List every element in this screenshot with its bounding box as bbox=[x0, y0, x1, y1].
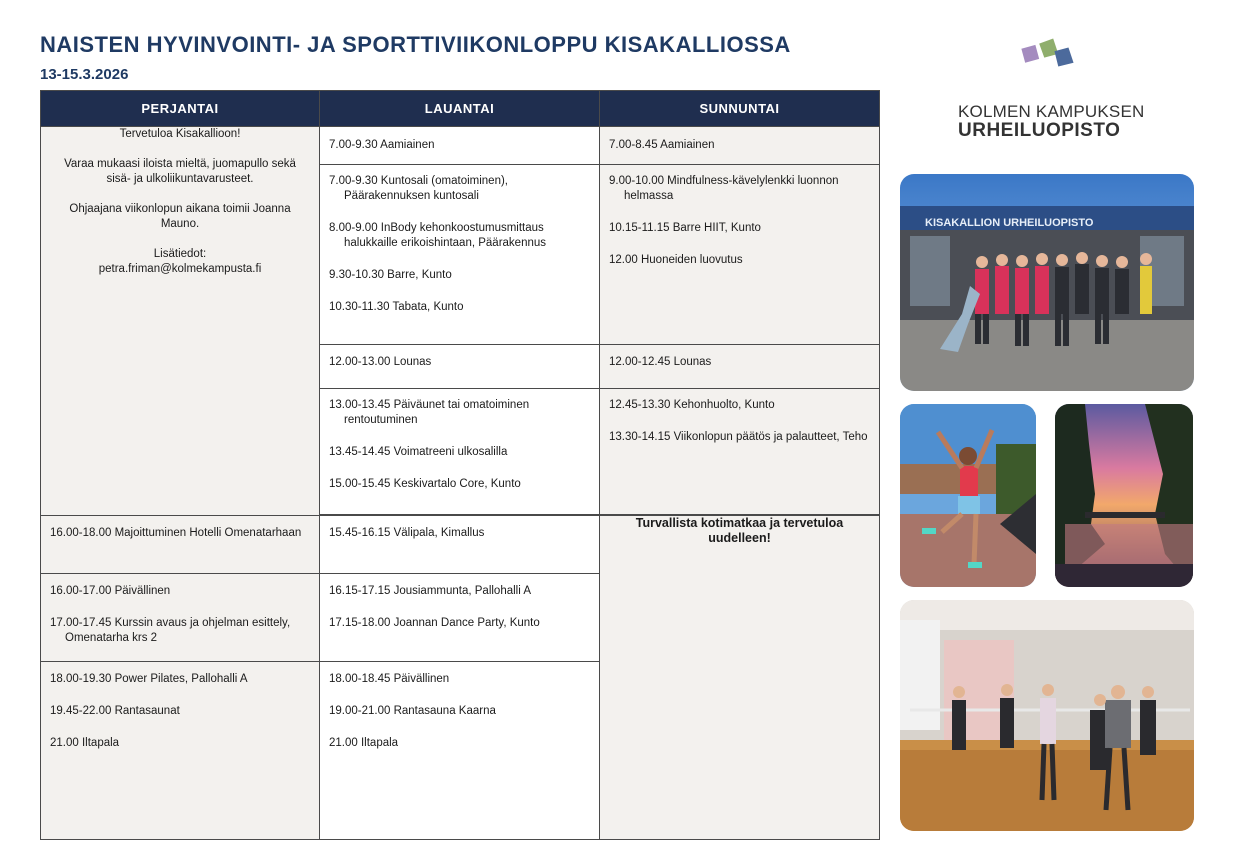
building-sign: KISAKALLION URHEILUOPISTO bbox=[925, 217, 1094, 229]
sunday-farewell-cell bbox=[600, 516, 880, 840]
schedule-entry: 19.45-22.00 Rantasaunat bbox=[50, 705, 180, 717]
friday-welcome-cell bbox=[41, 127, 320, 516]
jumping-woman-photo bbox=[900, 404, 1036, 587]
column-header-friday: PERJANTAI bbox=[41, 91, 320, 127]
sunday-morning-cell bbox=[600, 165, 880, 345]
sunday-breakfast-cell bbox=[600, 127, 880, 165]
schedule-entry: 18.00-18.45 Päivällinen bbox=[329, 673, 450, 685]
page-title: NAISTEN HYVINVOINTI- JA SPORTTIVIIKONLOPPU KISAKALLIOSSA bbox=[40, 32, 791, 57]
schedule-entry: 9.00-10.00 Mindfulness-kävelylenkki luonnon helmassa bbox=[609, 175, 839, 202]
friday-checkin-cell bbox=[41, 516, 320, 574]
schedule-entry: 17.15-18.00 Joannan Dance Party, Kunto bbox=[329, 617, 540, 629]
saturday-snack-cell bbox=[320, 516, 600, 574]
schedule-entry: 21.00 Iltapala bbox=[50, 737, 120, 749]
schedule-entry: 10.30-11.30 Tabata, Kunto bbox=[329, 301, 464, 313]
schedule-entry: 8.00-9.00 InBody kehonkoostumusmittaus halukkaille erikoishintaan, Päärakennus bbox=[329, 222, 547, 249]
schedule-entry: 15.45-16.15 Välipala, Kimallus bbox=[329, 527, 485, 539]
friday-dinner-cell bbox=[41, 574, 320, 662]
schedule-entry: 17.00-17.45 Kurssin avaus ja ohjelman esittely, Omenatarha krs 2 bbox=[50, 617, 291, 644]
schedule-entry: 18.00-19.30 Power Pilates, Pallohalli A bbox=[50, 673, 248, 685]
schedule-entry: 7.00-9.30 Kuntosali (omatoiminen), Päärakennuksen kuntosali bbox=[329, 175, 508, 202]
schedule-entry: 16.00-18.00 Majoittuminen Hotelli Omenatarhaan bbox=[50, 527, 302, 539]
schedule-entry: 16.00-17.00 Päivällinen bbox=[50, 585, 171, 597]
barre-class-photo bbox=[900, 600, 1194, 831]
event-dates: 13-15.3.2026 bbox=[40, 66, 129, 83]
group-photo bbox=[900, 174, 1194, 391]
saturday-lunch-cell bbox=[320, 345, 600, 389]
saturday-breakfast-cell bbox=[320, 127, 600, 165]
contact-label: Lisätiedot: bbox=[153, 248, 207, 260]
saturday-evening-activity-cell bbox=[320, 574, 600, 662]
schedule-entry: 12.00-13.00 Lounas bbox=[329, 356, 432, 368]
contact-info bbox=[63, 247, 297, 277]
saturday-morning-cell bbox=[320, 165, 600, 345]
schedule-entry: 7.00-8.45 Aamiainen bbox=[609, 139, 715, 151]
schedule-table bbox=[40, 90, 880, 840]
saturday-afternoon-cell bbox=[320, 389, 600, 515]
schedule-entry: 9.30-10.30 Barre, Kunto bbox=[329, 269, 452, 281]
logo-shape-purple bbox=[1021, 45, 1039, 63]
schedule-entry: 13.00-13.45 Päiväunet tai omatoiminen rentoutuminen bbox=[329, 399, 530, 426]
welcome-text: Tervetuloa Kisakallioon! bbox=[119, 128, 241, 140]
schedule-entry: 13.30-14.15 Viikonlopun päätös ja palautteet, Teho bbox=[609, 431, 868, 443]
sunday-afternoon-cell bbox=[600, 389, 880, 515]
saturday-evening-cell bbox=[320, 662, 600, 840]
contact-email[interactable]: petra.friman@kolmekampusta.fi bbox=[98, 263, 262, 275]
schedule-entry: 12.00 Huoneiden luovutus bbox=[609, 254, 743, 266]
schedule-entry: 10.15-11.15 Barre HIIT, Kunto bbox=[609, 222, 761, 234]
sunday-lunch-cell bbox=[600, 345, 880, 389]
urheiluopisto-logo bbox=[955, 36, 1145, 106]
schedule-entry: 16.15-17.15 Jousiammunta, Pallohalli A bbox=[329, 585, 532, 597]
welcome-text: Varaa mukaasi iloista mieltä, juomapullo sekä sisä- ja ulkoliikuntavarusteet. bbox=[64, 158, 296, 185]
welcome-text: Ohjaajana viikonlopun aikana toimii Joanna Mauno. bbox=[69, 203, 291, 230]
friday-evening-cell bbox=[41, 662, 320, 840]
schedule-entry: 21.00 Iltapala bbox=[329, 737, 399, 749]
logo-shape-blue bbox=[1054, 47, 1073, 66]
logo-text-line1: KOLMEN KAMPUKSEN bbox=[958, 102, 1145, 121]
logo-text-line2: URHEILUOPISTO bbox=[958, 120, 1121, 141]
schedule-entry: 12.00-12.45 Lounas bbox=[609, 356, 712, 368]
column-header-sunday: SUNNUNTAI bbox=[600, 91, 880, 127]
schedule-entry: 19.00-21.00 Rantasauna Kaarna bbox=[329, 705, 496, 717]
sunset-lake-photo bbox=[1055, 404, 1193, 587]
column-header-saturday: LAUANTAI bbox=[320, 91, 600, 127]
schedule-entry: 13.45-14.45 Voimatreeni ulkosalilla bbox=[329, 446, 508, 458]
farewell-text: Turvallista kotimatkaa ja tervetuloa uudelleen! bbox=[635, 516, 844, 545]
schedule-entry: 15.00-15.45 Keskivartalo Core, Kunto bbox=[329, 478, 521, 490]
schedule-entry: 12.45-13.30 Kehonhuolto, Kunto bbox=[609, 399, 775, 411]
schedule-entry: 7.00-9.30 Aamiainen bbox=[329, 139, 435, 151]
